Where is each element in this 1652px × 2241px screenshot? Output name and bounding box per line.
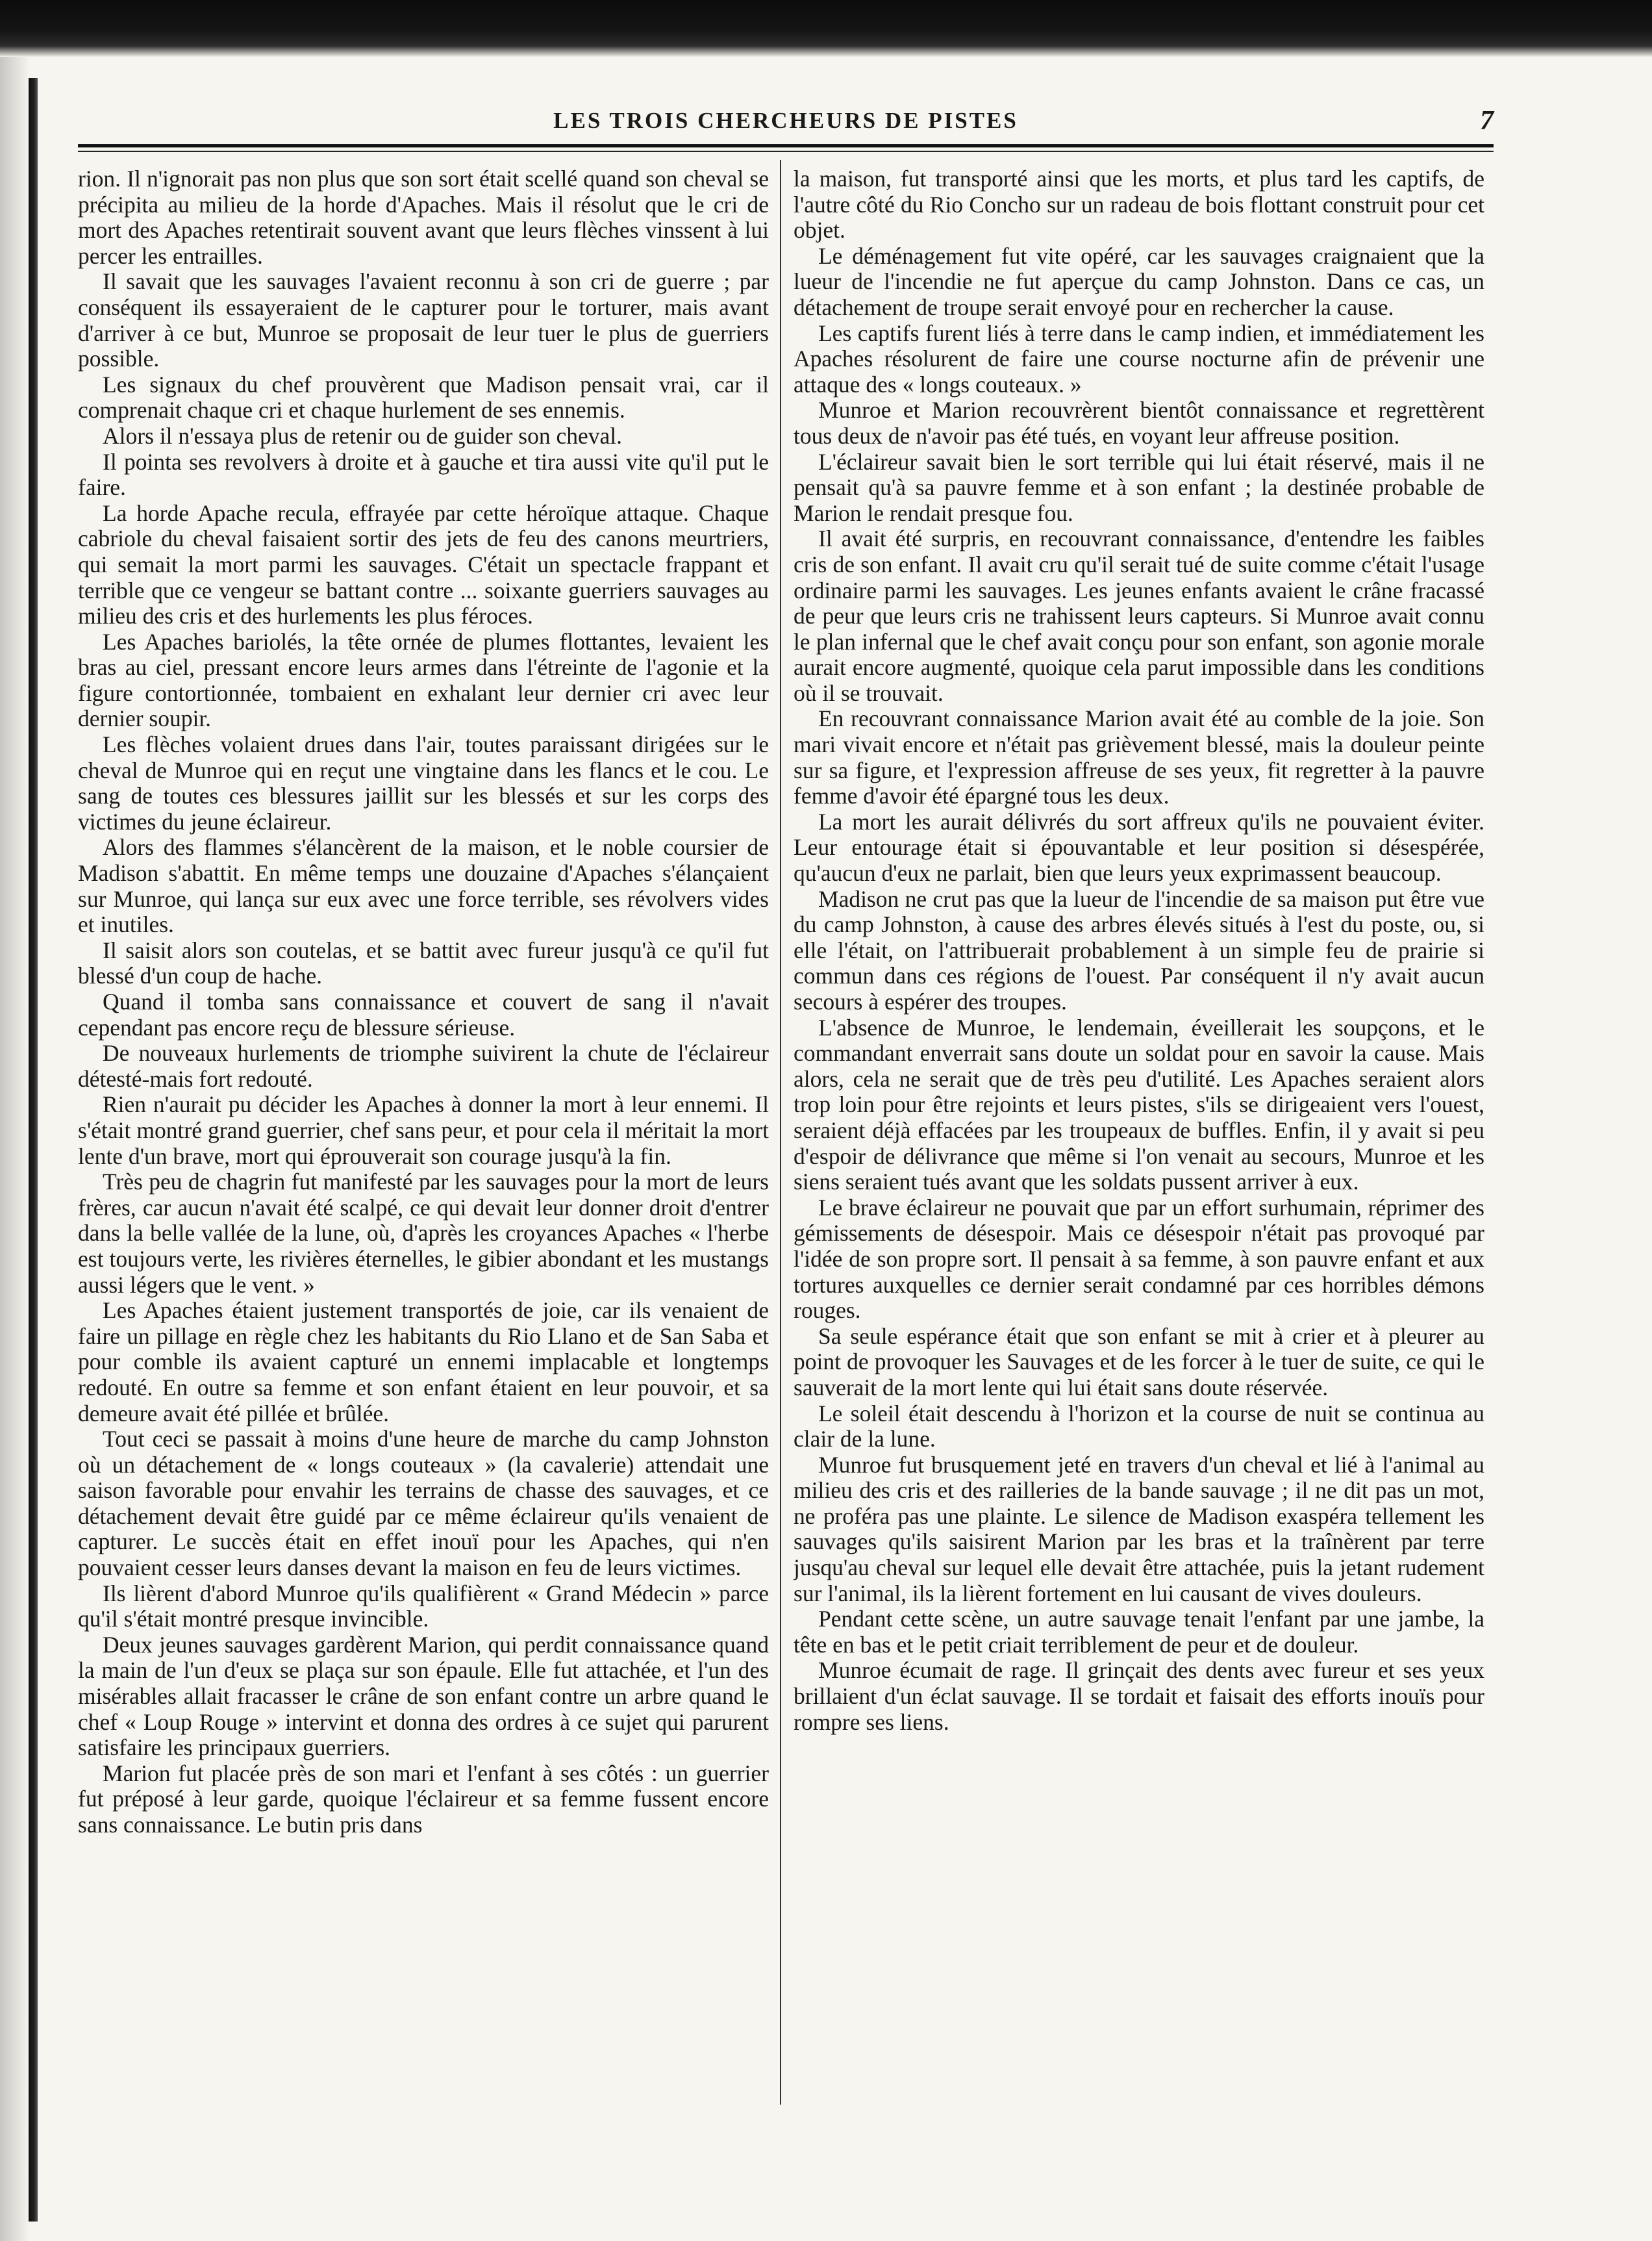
- paragraph: Les Apaches étaient justement transportés de joie, car ils venaient de faire un pillage en règle chez les habitants du Rio Llano et de San Saba et pour comble ils avaient capturé un ennemi implacable et longtemps redouté. En outre sa femme et son enfant étaient en leur pouvoir, et sa demeure avait été pillée et brûlée.: [78, 1297, 769, 1426]
- paragraph: La horde Apache recula, effrayée par cette héroïque attaque. Chaque cabriole du cheval faisaient sortir des jets de feu des canons meurtriers, qui semait la mort parmi les sauvages. C'était un spectacle frappant et terrible que ce vengeur se battant contre ... soixante guerriers sauvages au milieu des cris et des hurlements les plus féroces.: [78, 500, 769, 629]
- header-rule-thin: [78, 151, 1494, 152]
- page-number: 7: [1480, 106, 1494, 136]
- paragraph: L'absence de Munroe, le lendemain, éveillerait les soupçons, et le commandant enverrait sans doute un soldat pour en savoir la cause. Mais alors, cela ne serait que de très peu d'utilité. Les Apaches seraient alors trop loin pour être rejoints et leurs pistes, s'ils se dirigeaient vers l'ouest, seraient déjà effacées par les troupeaux de buffles. Enfin, il y avait si peu d'espoir de délivrance que même si l'on venait au secours, Munroe et les siens seraient tués avant que les soldats pussent arriver à eux.: [794, 1014, 1484, 1195]
- paragraph: Quand il tomba sans connaissance et couvert de sang il n'avait cependant pas encore reçu de blessure sérieuse.: [78, 989, 769, 1041]
- paragraph: Pendant cette scène, un autre sauvage tenait l'enfant par une jambe, la tête en bas et le petit criait terriblement de peur et de douleur.: [794, 1606, 1484, 1658]
- paragraph: Munroe fut brusquement jeté en travers d'un cheval et lié à l'animal au milieu des cris et des railleries de la bande sauvage ; il ne dit pas un mot, ne proféra pas une plainte. Le silence de Madison exaspéra tellement les sauvages qu'ils saisirent Marion par les bras et la traînèrent par terre jusqu'au cheval sur lequel elle devait être attachée, puis la jetant rudement sur l'animal, ils la lièrent fortement en lui causant de vives douleurs.: [794, 1451, 1484, 1606]
- paragraph: Les signaux du chef prouvèrent que Madison pensait vrai, car il comprenait chaque cri et chaque hurlement de ses ennemis.: [78, 371, 769, 424]
- paragraph: Ils lièrent d'abord Munroe qu'ils qualifièrent « Grand Médecin » parce qu'il s'était montré presque invincible.: [78, 1580, 769, 1632]
- paragraph: Il avait été surpris, en recouvrant connaissance, d'entendre les faibles cris de son enfant. Il avait cru qu'il serait tué de suite comme c'était l'usage ordinaire parmi les sauvages. Les jeunes enfants avaient le crâne fracassé de peur que leurs cris ne trahissent leurs capteurs. Si Munroe avait connu le plan infernal que le chef avait conçu pour son enfant, son agonie morale aurait encore augmenté, quoique cela parut impossible dans les conditions où il se trouvait.: [794, 525, 1484, 706]
- paragraph: L'éclaireur savait bien le sort terrible qui lui était réservé, mais il ne pensait qu'à sa pauvre femme et à son enfant ; la destinée probable de Marion le rendait presque fou.: [794, 448, 1484, 526]
- paragraph: Sa seule espérance était que son enfant se mit à crier et à pleurer au point de provoquer les Sauvages et de les forcer à le tuer de suite, ce qui le sauverait de la mort lente qui lui était sans doute réservée.: [794, 1323, 1484, 1400]
- paragraph: Très peu de chagrin fut manifesté par les sauvages pour la mort de leurs frères, car aucun n'avait été scalpé, ce qui devait leur donner droit d'entrer dans la belle vallée de la lune, où, d'après les croyances Apaches « l'herbe est toujours verte, les rivières éternelles, le gibier abondant et les mustangs aussi légers que le vent. »: [78, 1169, 769, 1298]
- paragraph: Deux jeunes sauvages gardèrent Marion, qui perdit connaissance quand la main de l'un d'eux se plaça sur son épaule. Elle fut attachée, et l'un des misérables allait fracasser le crâne de son enfant contre un arbre quand le chef « Loup Rouge » intervint et donna des ordres à ce sujet qui parurent satisfaire les principaux guerriers.: [78, 1631, 769, 1761]
- paragraph: En recouvrant connaissance Marion avait été au comble de la joie. Son mari vivait encore et n'était pas grièvement blessé, mais la douleur peinte sur sa figure, et l'expression affreuse de ses yeux, fit regretter à la pauvre femme d'avoir été épargné tous les deux.: [794, 705, 1484, 809]
- paragraph: Tout ceci se passait à moins d'une heure de marche du camp Johnston où un détachement de « longs couteaux » (la cavalerie) attendait une saison favorable pour envahir les terrains de chasse des sauvages, et ce détachement devait être guidé par ce même éclaireur qu'ils venaient de capturer. Le succès était en effet inouï pour les Apaches, qui n'en pouvaient cesser leurs danses devant la maison en feu de leurs victimes.: [78, 1426, 769, 1581]
- paragraph: Les Apaches bariolés, la tête ornée de plumes flottantes, levaient les bras au ciel, pressant encore leurs armes dans l'étreinte de l'agonie et la figure contortionnée, tombaient en exhalant leur dernier cri avec leur dernier soupir.: [78, 628, 769, 732]
- page-header: [78, 108, 1494, 147]
- header-rule-thick: [78, 144, 1494, 147]
- paragraph: Munroe et Marion recouvrèrent bientôt connaissance et regrettèrent tous deux de n'avoir pas été tués, en voyant leur affreuse position.: [794, 397, 1484, 449]
- paragraph: Il saisit alors son coutelas, et se battit avec fureur jusqu'à ce qu'il fut blessé d'un coup de hache.: [78, 937, 769, 989]
- paragraph: Munroe écumait de rage. Il grinçait des dents avec fureur et ses yeux brillaient d'un éclat sauvage. Il se tordait et faisait des efforts inouïs pour rompre ses liens.: [794, 1657, 1484, 1735]
- paragraph: la maison, fut transporté ainsi que les morts, et plus tard les captifs, de l'autre côté du Rio Concho sur un radeau de bois flottant construit pour cet objet.: [794, 166, 1484, 244]
- binding-edge-rule: [29, 78, 38, 2222]
- paragraph: De nouveaux hurlements de triomphe suivirent la chute de l'éclaireur détesté-mais fort redouté.: [78, 1040, 769, 1092]
- paragraph: Les flèches volaient drues dans l'air, toutes paraissant dirigées sur le cheval de Munroe qui en reçut une vingtaine dans les flancs et le cou. Le sang de toutes ces blessures jaillit sur les blessés et sur les corps des victimes du jeune éclaireur.: [78, 731, 769, 835]
- paragraph: Rien n'aurait pu décider les Apaches à donner la mort à leur ennemi. Il s'était montré grand guerrier, chef sans peur, et pour cela il méritait la mort lente d'un brave, mort qui éprouverait son courage jusqu'à la fin.: [78, 1091, 769, 1169]
- paragraph: Les captifs furent liés à terre dans le camp indien, et immédiatement les Apaches résolurent de faire une course nocturne afin de prévenir une attaque des « longs couteaux. »: [794, 320, 1484, 398]
- paragraph: Le brave éclaireur ne pouvait que par un effort surhumain, réprimer des gémissements de désespoir. Mais ce désespoir n'était pas provoqué par l'idée de son propre sort. Il pensait à sa femme, à son pauvre enfant et aux tortures auxquelles ce dernier serait condamné par ces horribles démons rouges.: [794, 1194, 1484, 1324]
- running-title: LES TROIS CHERCHEURS DE PISTES: [553, 108, 1018, 133]
- paragraph: Le déménagement fut vite opéré, car les sauvages craignaient que la lueur de l'incendie ne fut aperçue du camp Johnston. Dans ce cas, un détachement de troupe serait envoyé pour en rechercher la cause.: [794, 242, 1484, 320]
- paragraph: Alors il n'essaya plus de retenir ou de guider son cheval.: [103, 422, 622, 449]
- paragraph: Il savait que les sauvages l'avaient reconnu à son cri de guerre ; par conséquent ils essayeraient de le capturer pour le torturer, mais avant d'arriver à ce but, Munroe se proposait de leur tuer le plus de guerriers possible.: [78, 268, 769, 372]
- paragraph: Madison ne crut pas que la lueur de l'incendie de sa maison put être vue du camp Johnston, à cause des arbres élevés situés à l'est du poste, ou, si elle l'était, on l'attribuerait probablement à un simple feu de prairie si commun dans ces régions de l'ouest. Par conséquent il n'y avait aucun secours à espérer des troupes.: [794, 885, 1484, 1015]
- paragraph: Il pointa ses revolvers à droite et à gauche et tira aussi vite qu'il put le faire.: [78, 448, 769, 501]
- paragraph: La mort les aurait délivrés du sort affreux qu'ils ne pouvaient éviter. Leur entourage était si épouvantable et leur position si désespérée, qu'aucun d'eux ne parlait, bien que leurs yeux exprimassent beaucoup.: [794, 808, 1484, 887]
- paragraph: Marion fut placée près de son mari et l'enfant à ses côtés : un guerrier fut préposé à leur garde, quoique l'éclaireur et sa femme fussent encore sans connaissance. Le butin pris dans: [78, 1760, 769, 1838]
- scan-left-shadow: [0, 57, 30, 2241]
- paragraph: Le soleil était descendu à l'horizon et la course de nuit se continua au clair de la lune.: [794, 1400, 1484, 1452]
- left-column: [78, 166, 769, 2193]
- paragraph: rion. Il n'ignorait pas non plus que son sort était scellé quand son cheval se précipita au milieu de la horde d'Apaches. Mais il résolut que le cri de mort des Apaches retentirait souvent avant que leurs flèches vinssent à lui percer les entrailles.: [78, 166, 769, 269]
- column-divider: [780, 160, 781, 2105]
- scan-top-shadow: [0, 0, 1652, 57]
- right-column: [794, 166, 1484, 2193]
- paragraph: Alors des flammes s'élancèrent de la maison, et le noble coursier de Madison s'abattit. En même temps une douzaine d'Apaches s'élançaient sur Munroe, qui lança sur eux avec une force terrible, ses révolvers vides et inutiles.: [78, 834, 769, 938]
